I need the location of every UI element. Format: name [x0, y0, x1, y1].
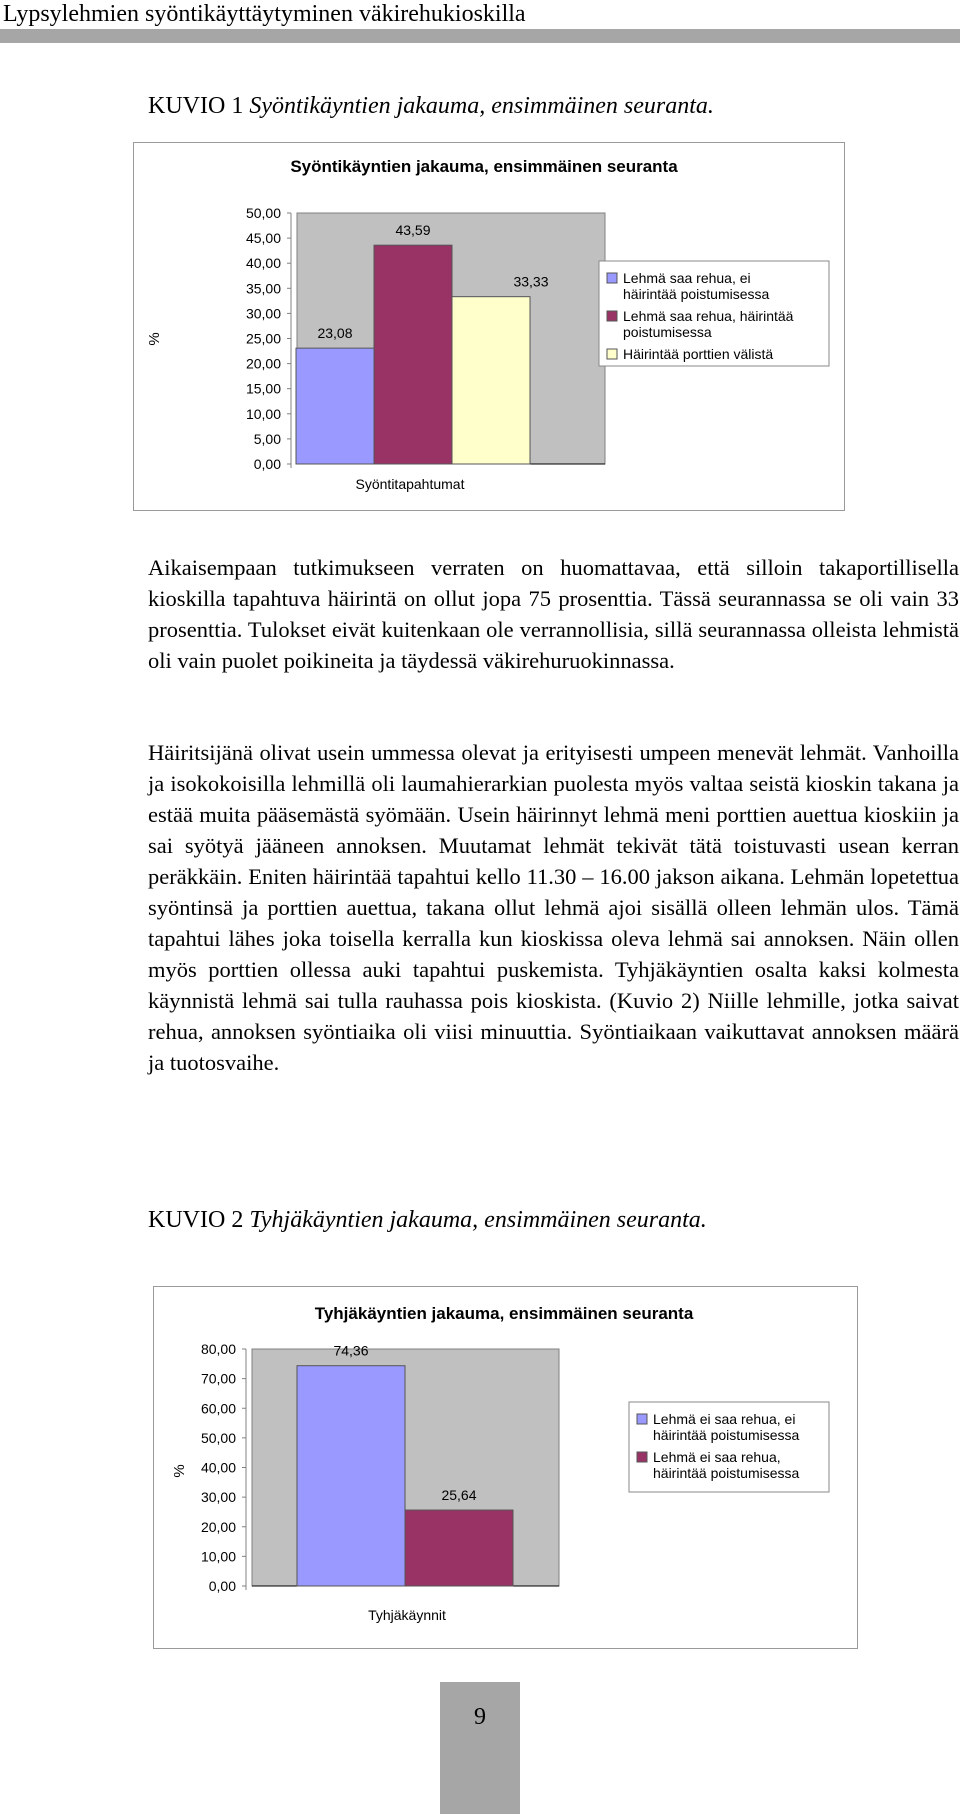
chart1-frame [133, 142, 845, 511]
page-number-box [440, 1682, 520, 1814]
y-tick-label: 20,00 [245, 355, 281, 372]
legend-swatch [637, 1452, 647, 1462]
y-tick-label: 15,00 [245, 380, 281, 397]
y-tick-label: 0,00 [208, 1578, 236, 1594]
x-axis-label: Syöntitapahtumat [355, 476, 465, 492]
paragraph-1: Aikaisempaan tutkimukseen verraten on huomattavaa, että silloin takaportillisella kioskilla tapahtuva häirintä on ollut jopa 75 prosenttia. Tässä seurannassa se oli vain 33 prosenttia. Tulokset eivät kuitenkaan ole verrannollisia, sillä seurannassa olleista lehmistä oli vain puolet poikineita ja täydessä väkirehuruokinnassa. [148, 555, 959, 673]
y-tick-label: 40,00 [200, 1459, 236, 1476]
legend-entry: Lehmä saa rehua, häirintää poistumisessa [623, 308, 794, 340]
bar-value-label: 43,59 [395, 222, 431, 239]
y-tick-label: 10,00 [245, 405, 281, 422]
x-axis-label: Tyhjäkäynnit [368, 1607, 446, 1623]
legend-swatch [637, 1414, 647, 1424]
legend-entry: Lehmä ei saa rehua, ei häirintää poistumisessa [653, 1411, 800, 1443]
y-tick-label: 5,00 [253, 430, 281, 447]
chart1-svg [134, 143, 844, 510]
bar [405, 1510, 513, 1586]
y-tick-label: 60,00 [200, 1400, 236, 1417]
figure2-caption-text: Tyhjäkäyntien jakauma, ensimmäinen seuranta. [249, 1207, 707, 1233]
bar [374, 245, 452, 464]
y-tick-label: 35,00 [245, 280, 281, 297]
legend-swatch [607, 311, 617, 321]
chart-title: Tyhjäkäyntien jakauma, ensimmäinen seuranta [314, 1304, 694, 1323]
bar [296, 348, 374, 464]
y-tick-label: 45,00 [245, 230, 281, 247]
figure1-caption [148, 92, 714, 120]
y-tick-label: 30,00 [200, 1489, 236, 1506]
figure2-caption-label: KUVIO 2 [148, 1207, 244, 1233]
y-axis-label: % [146, 332, 163, 346]
y-axis-label: % [171, 1464, 188, 1478]
header-rule [0, 29, 960, 43]
y-tick-label: 20,00 [200, 1518, 236, 1535]
legend-swatch [607, 349, 617, 359]
figure2-caption [148, 1206, 707, 1234]
y-tick-label: 0,00 [253, 456, 281, 472]
chart2-svg [154, 1287, 857, 1648]
y-tick-label: 80,00 [200, 1341, 236, 1357]
y-tick-label: 70,00 [200, 1370, 236, 1387]
y-tick-label: 50,00 [245, 205, 281, 221]
legend-entry: Lehmä ei saa rehua, häirintää poistumisessa [653, 1449, 800, 1481]
y-tick-label: 50,00 [200, 1429, 236, 1446]
page-number: 9 [474, 1704, 486, 1730]
paragraph-2: Häiritsijänä olivat usein ummessa olevat ja erityisesti umpeen menevät lehmät. Vanhoilla ja isokokoisilla lehmillä oli laumahierarkian puolesta myös valtaa seistä kioskin takana ja estää muita pääsemästä syömään. Usein häirinnyt lehmä meni porttien auettua kioskiin ja sai syötyä jääneen annoksen. Muutamat lehmät tekivät tätä toistuvasti usean kerran peräkkäin. Eniten häirintää tapahtui kello 11.30 – 16.00 jakson aikana. Lehmän lopetettua syöntinsä ja porttien auettua, takana ollut lehmä ajoi sisällä olleen lehmän ulos. Tämä tapahtui lähes joka toisella kerralla kun kioskissa oleva lehmä sai annoksen. Näin ollen myös porttien ollessa auki tapahtui puskemista. Tyhjäkäyntien osalta kaksi kolmesta käynnistä lehmä sai tulla rauhassa pois kioskista. (Kuvio 2) Niille lehmille, jotka saivat rehua, annoksen syöntiaika oli viisi minuuttia. Syöntiaikaan vaikuttavat annoksen määrä ja tuotosvaihe. [148, 740, 959, 1075]
y-tick-label: 10,00 [200, 1548, 236, 1565]
bar [297, 1366, 405, 1586]
chart2-frame [153, 1286, 858, 1649]
bar-value-label: 23,08 [317, 325, 353, 342]
bar-value-label: 25,64 [441, 1487, 477, 1504]
y-tick-label: 40,00 [245, 255, 281, 272]
figure1-caption-label: KUVIO 1 [148, 93, 244, 119]
bar-value-label: 33,33 [513, 273, 549, 290]
legend-entry: Lehmä saa rehua, ei häirintää poistumisessa [623, 270, 770, 302]
figure1-caption-text: Syöntikäyntien jakauma, ensimmäinen seuranta. [249, 93, 714, 119]
legend-swatch [607, 273, 617, 283]
running-header: Lypsylehmien syöntikäyttäytyminen väkirehukioskilla [3, 1, 526, 27]
y-tick-label: 30,00 [245, 305, 281, 322]
bar-value-label: 74,36 [333, 1342, 369, 1359]
y-tick-label: 25,00 [245, 330, 281, 347]
chart-title: Syöntikäyntien jakauma, ensimmäinen seuranta [290, 157, 678, 176]
legend-entry: Häirintää porttien välistä [623, 346, 774, 362]
bar [452, 297, 530, 464]
